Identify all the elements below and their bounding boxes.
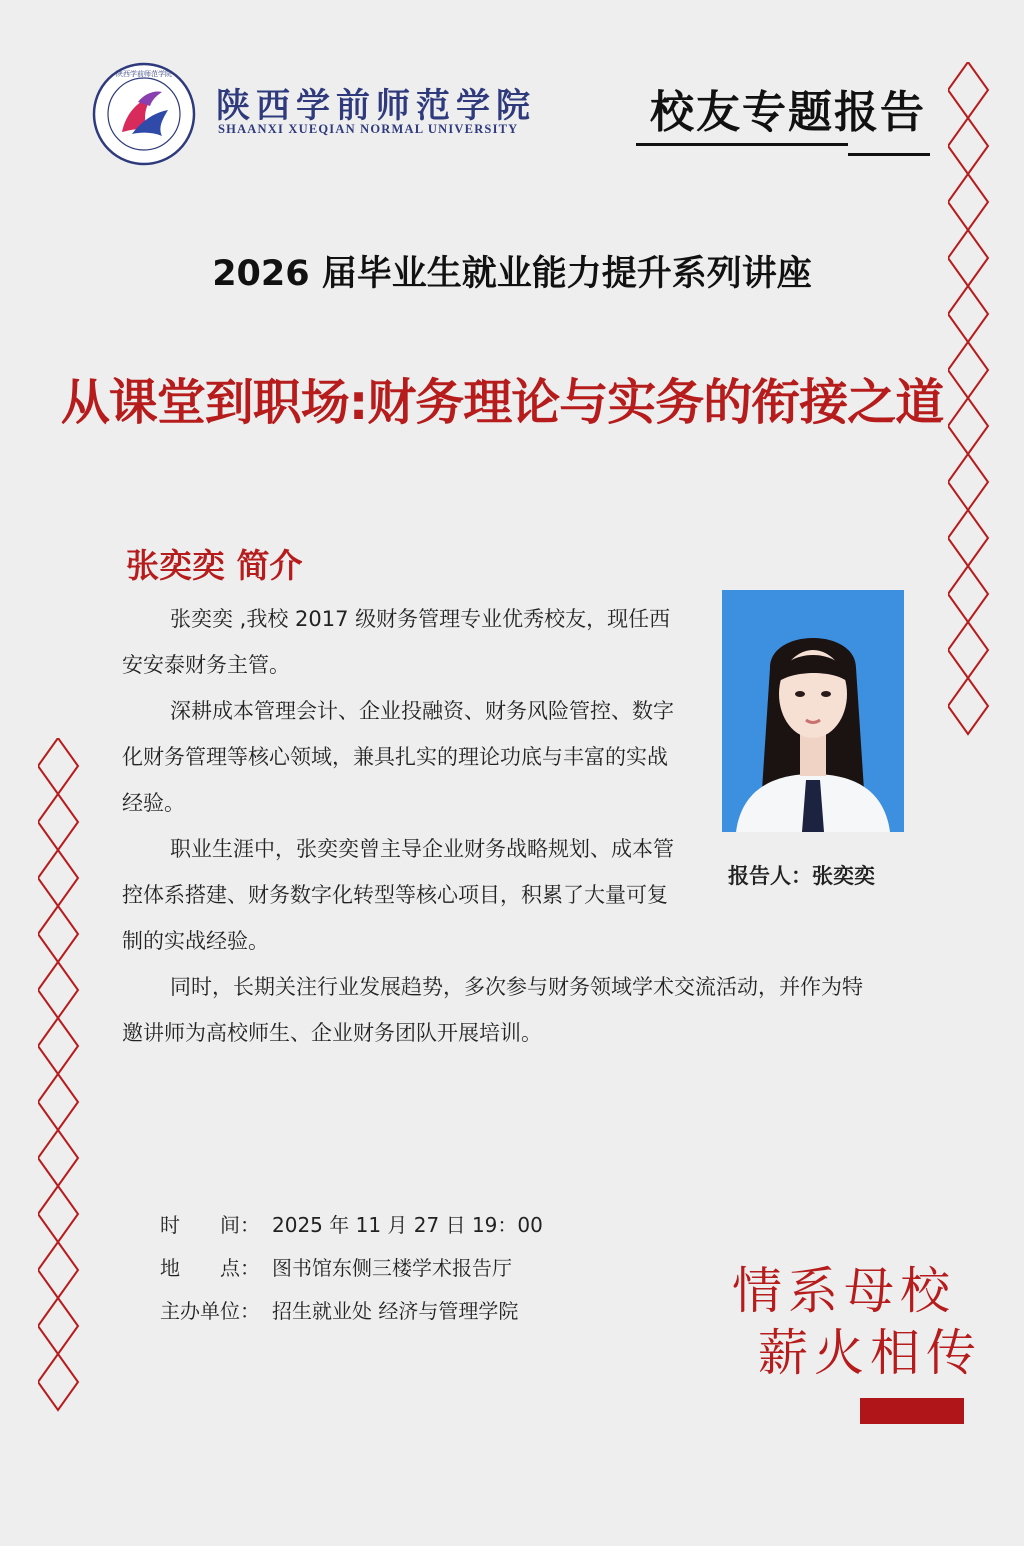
diamond-chain-right [948,62,992,756]
slogan [732,1260,982,1384]
bio-paragraph-1: 张奕奕 ,我校 2017 级财务管理专业优秀校友，现任西安安泰财务主管。 [122,607,671,677]
diamond-ornament [948,174,988,230]
event-place [160,1247,543,1290]
diamond-ornament [38,962,78,1018]
diamond-ornament [948,342,988,398]
diamond-ornament [38,1018,78,1074]
event-time [160,1204,543,1247]
report-type-title: 校友专题报告 [650,87,926,138]
diamond-ornament [948,566,988,622]
diamond-ornament [948,622,988,678]
diamond-ornament [948,286,988,342]
diamond-ornament [38,1074,78,1130]
event-time-label: 时 间： [160,1213,260,1237]
slogan-line-2: 薪火相传 [758,1324,982,1382]
diamond-ornament [38,1354,78,1410]
diamond-ornament [948,454,988,510]
bio-paragraph-4: 同时，长期关注行业发展趋势，多次参与财务领域学术交流活动，并作为特邀讲师为高校师生、企业财务团队开展培训。 [122,975,863,1045]
diamond-chain-left [38,738,82,1432]
speaker-caption: 报告人：张奕奕 [728,864,875,888]
diamond-ornament [38,906,78,962]
diamond-ornament [38,1298,78,1354]
bio-heading: 张奕奕 简介 [126,546,303,585]
university-name-cn: 陕西学前师范学院 [216,86,536,126]
event-host [160,1290,543,1333]
university-name-en: SHAANXI XUEQIAN NORMAL UNIVERSITY [218,122,519,136]
event-info [160,1204,543,1333]
diamond-ornament [38,794,78,850]
title-underline-2 [848,153,930,156]
bio-paragraph-3: 职业生涯中，张奕奕曾主导企业财务战略规划、成本管控体系搭建、财务数字化转型等核心项目，积累了大量可复制的实战经验。 [122,837,674,953]
event-time-value: 2025 年 11 月 27 日 19：00 [272,1213,543,1237]
diamond-ornament [38,850,78,906]
diamond-ornament [948,62,988,118]
diamond-ornament [38,738,78,794]
diamond-ornament [948,678,988,734]
event-host-value: 招生就业处 经济与管理学院 [272,1299,519,1323]
university-seal-logo [92,62,196,166]
diamond-ornament [948,398,988,454]
decorative-red-bar [860,1398,964,1424]
diamond-ornament [38,1242,78,1298]
svg-text:陕西学前师范学院: 陕西学前师范学院 [116,70,172,78]
diamond-chain-left-svg [38,738,82,1428]
slogan-line-1: 情系母校 [732,1262,956,1320]
series-title: 2026 届毕业生就业能力提升系列讲座 [212,254,812,294]
bio-paragraph-2: 深耕成本管理会计、企业投融资、财务风险管控、数字化财务管理等核心领域，兼具扎实的理论功底与丰富的实战经验。 [122,699,674,815]
event-host-label: 主办单位： [160,1299,260,1323]
diamond-ornament [38,1186,78,1242]
event-place-label: 地 点： [160,1256,260,1280]
speaker-photo [722,590,904,832]
diamond-ornament [38,1130,78,1186]
diamond-ornament [948,230,988,286]
diamond-chain-right-svg [948,62,992,752]
title-underline-1 [636,143,848,146]
diamond-ornament [948,118,988,174]
lecture-title: 从课堂到职场:财务理论与实务的衔接之道 [60,374,944,431]
event-place-value: 图书馆东侧三楼学术报告厅 [272,1256,512,1280]
diamond-ornament [948,510,988,566]
